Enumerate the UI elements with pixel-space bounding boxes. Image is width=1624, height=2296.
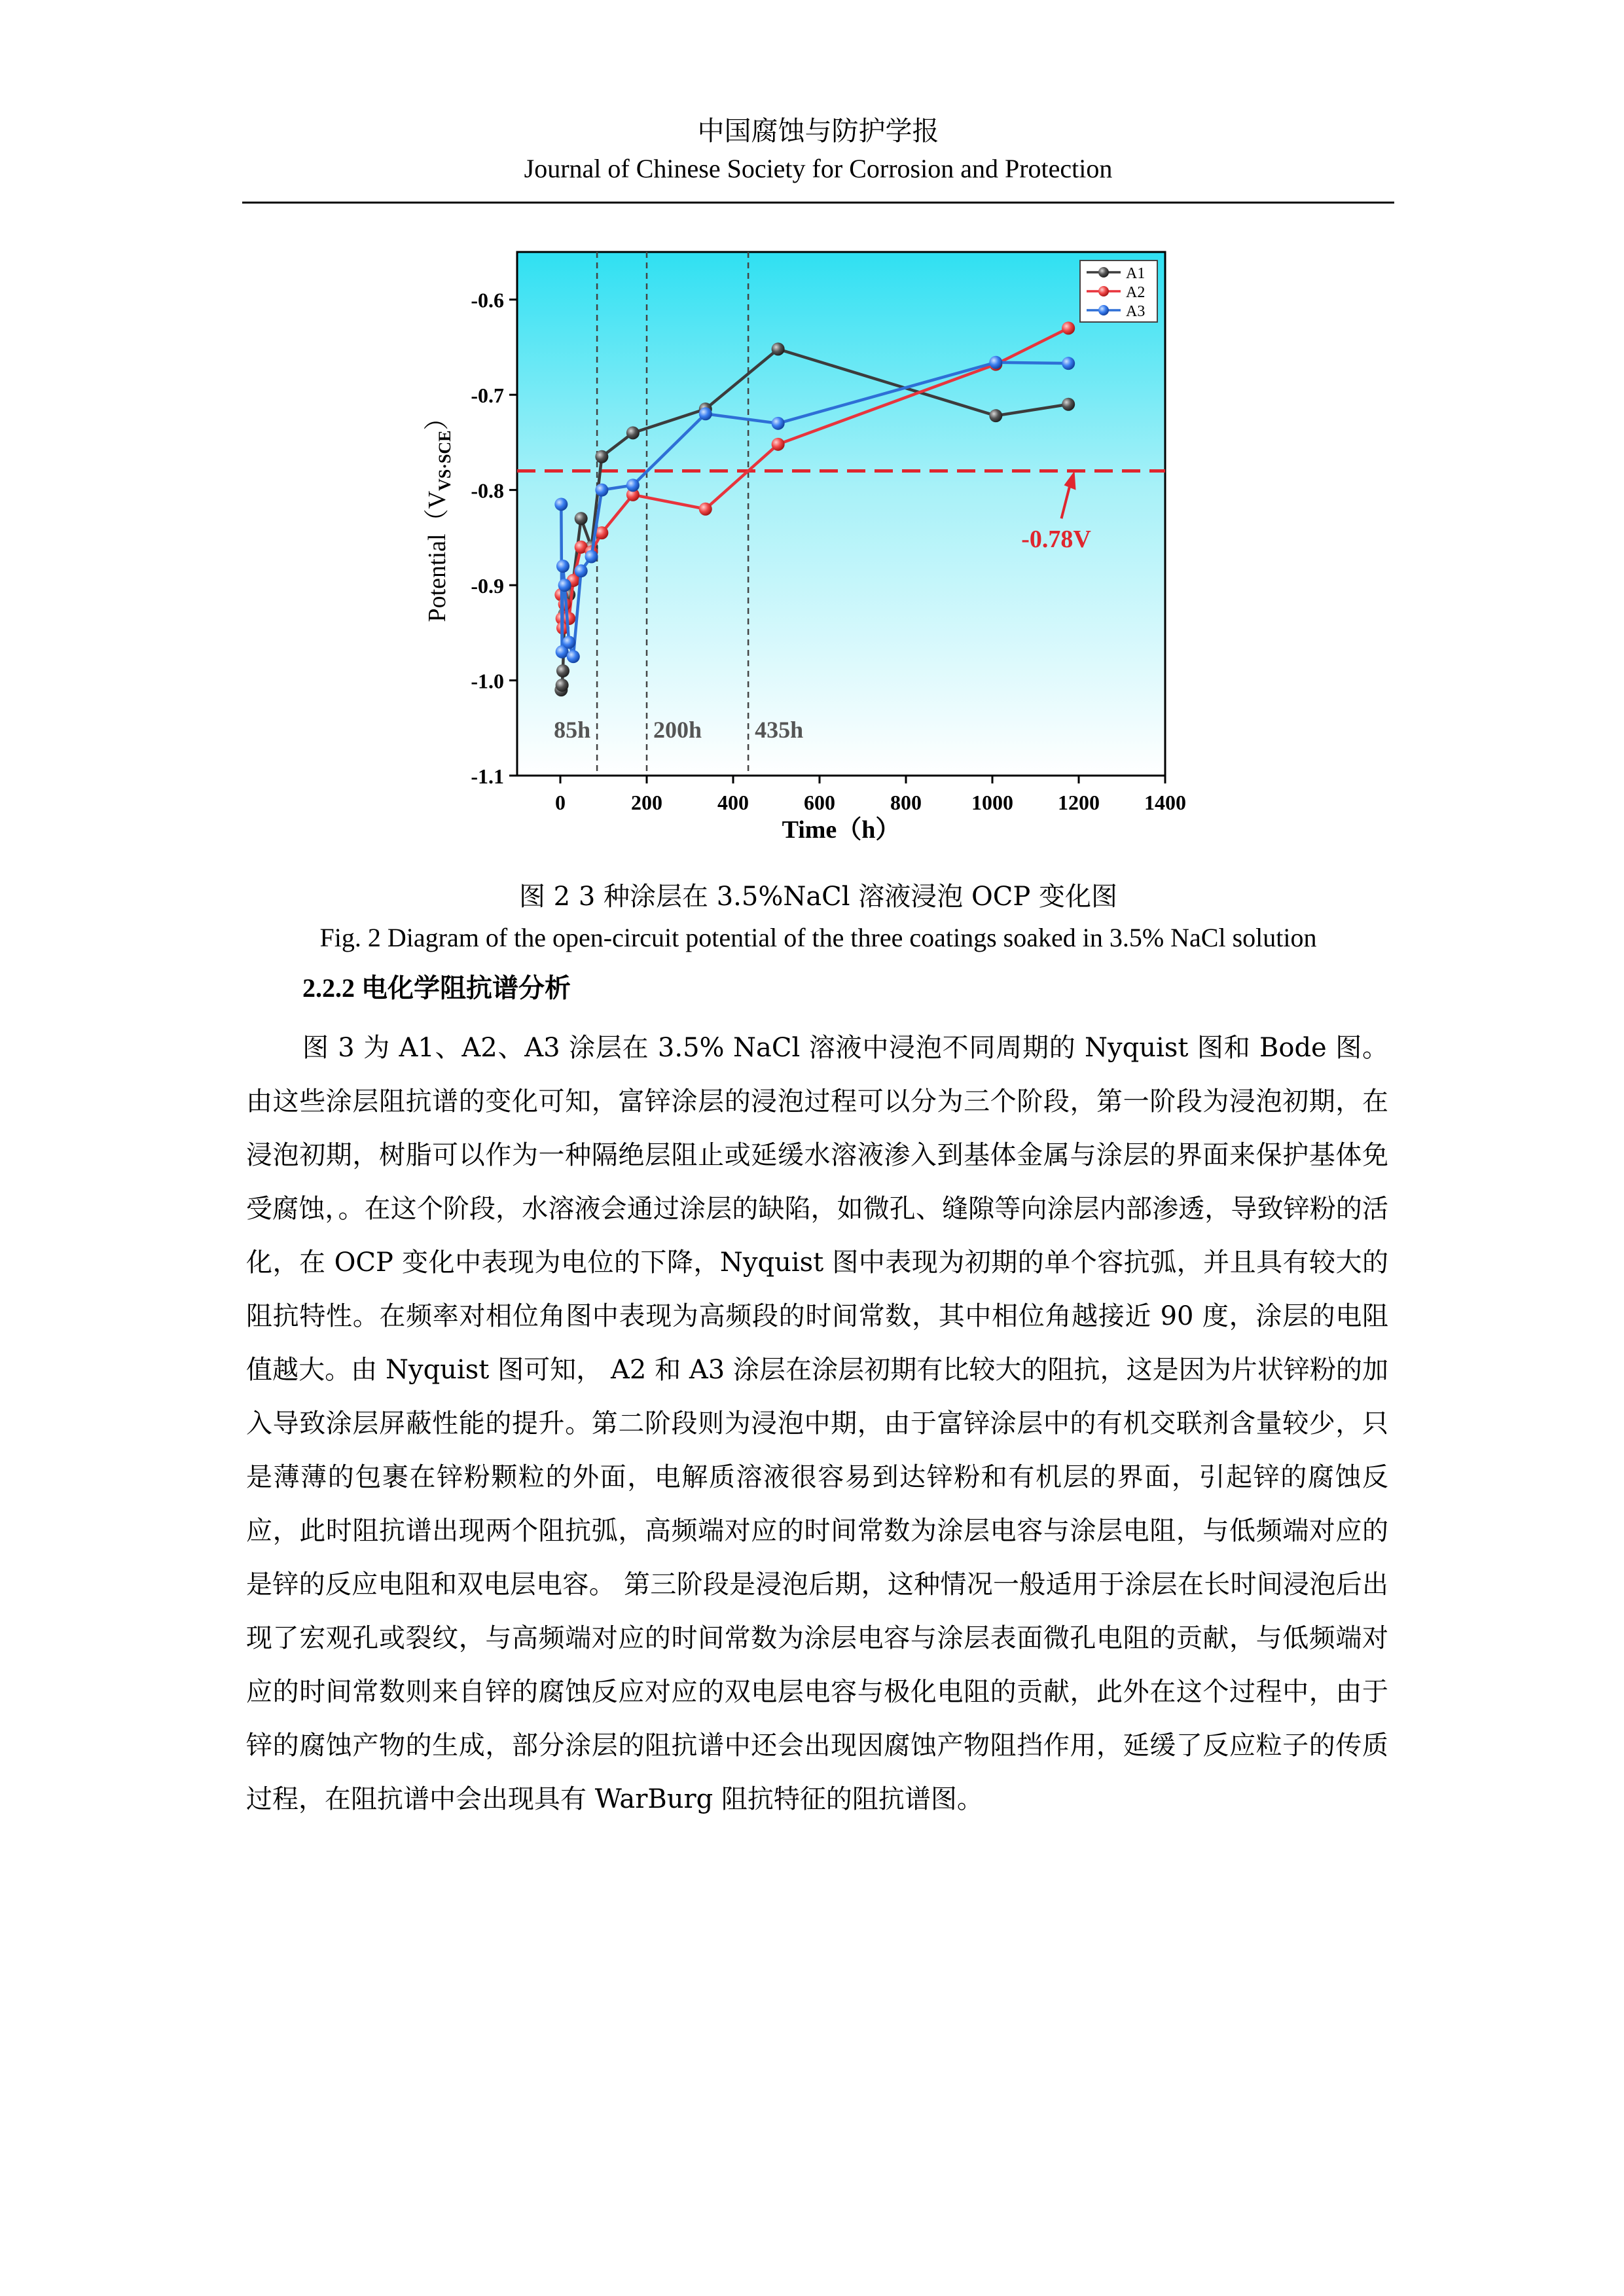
- data-point-A1: [575, 512, 588, 525]
- data-point-A3: [562, 636, 575, 649]
- data-point-A1: [989, 409, 1002, 422]
- legend-marker: [1098, 286, 1109, 296]
- data-point-A3: [558, 579, 571, 592]
- data-point-A3: [556, 560, 569, 573]
- data-point-A1: [772, 342, 785, 355]
- legend-marker: [1098, 305, 1109, 315]
- figure-caption-cn: 图 2 3 种涂层在 3.5%NaCl 溶液浸泡 OCP 变化图: [518, 882, 1118, 912]
- data-point-A1: [1062, 398, 1075, 411]
- body-text: [246, 1021, 1388, 1826]
- legend-label: A2: [1126, 284, 1146, 301]
- data-point-A3: [567, 650, 580, 663]
- data-point-A2: [699, 503, 712, 516]
- x-tick-label: 1400: [1144, 791, 1186, 814]
- legend-label: A1: [1126, 265, 1146, 282]
- section-heading: 2.2.2 电化学阻抗谱分析: [302, 973, 571, 1003]
- data-point-A2: [1062, 321, 1075, 334]
- data-point-A3: [1062, 357, 1075, 370]
- body-paragraph: 图 3 为 A1、A2、A3 涂层在 3.5% NaCl 溶液中浸泡不同周期的 Nyquist 图和 Bode 图。由这些涂层阻抗谱的变化可知，富锌涂层的浸泡过程可以分为三个阶段，第一阶段为浸泡初期，在浸泡初期，树脂可以作为一种隔绝层阻止或延缓水溶液渗入到基体金属与涂层的界面来保护基体免受腐蚀，。在这个阶段，水溶液会通过涂层的缺陷，如微孔、缝隙等向涂层内部渗透，导致锌粉的活化，在 OCP 变化中表现为电位的下降，Nyquist 图中表现为初期的单个容抗弧，并且具有较大的阻抗特性。在频率对相位角图中表现为高频段的时间常数，其中相位角越接近 90 度，涂层的电阻值越大。由 Nyquist 图可知， A2 和 A3 涂层在涂层初期有比较大的阻抗，这是因为片状锌粉的加入导致涂层屏蔽性能的提升。第二阶段则为浸泡中期，由于富锌涂层中的有机交联剂含量较少，只是薄薄的包裹在锌粉颗粒的外面，电解质溶液很容易到达锌粉和有机层的界面，引起锌的腐蚀反应，此时阻抗谱出现两个阻抗弧，高频端对应的时间常数为涂层电容与涂层电阻，与低频端对应的是锌的反应电阻和双电层电容。 第三阶段是浸泡后期，这种情况一般适用于涂层在长时间浸泡后出现了宏观孔或裂纹，与高频端对应的时间常数为涂层电容与涂层表面微孔电阻的贡献，与低频端对应的时间常数则来自锌的腐蚀反应对应的双电层电容与极化电阻的贡献，此外在这个过程中，由于锌的腐蚀产物的生成，部分涂层的阻抗谱中还会出现因腐蚀产物阻挡作用，延缓了反应粒子的传质过程，在阻抗谱中会出现具有 WarBurg 阻抗特征的阻抗谱图。: [246, 1033, 1388, 1814]
- x-tick-label: 800: [890, 791, 922, 814]
- figure-caption-en: Fig. 2 Diagram of the open-circuit potential of the three coatings soaked in 3.5% NaCl solution: [319, 923, 1317, 952]
- journal-header: [242, 111, 1394, 187]
- legend-label: A3: [1126, 303, 1146, 320]
- data-point-A3: [595, 484, 608, 497]
- y-tick-label: -0.6: [471, 288, 504, 312]
- y-tick-label: -0.7: [471, 384, 504, 408]
- y-tick-label: -1.0: [471, 669, 504, 693]
- y-axis-label: $Potential(V_{VS\cdot SCE})$: [424, 405, 454, 622]
- data-point-A3: [626, 478, 640, 492]
- journal-title-cn: 中国腐蚀与防护学报: [697, 115, 939, 147]
- data-point-A3: [989, 356, 1002, 369]
- y-tick-label: -0.8: [471, 478, 504, 503]
- x-tick-label: 600: [804, 791, 835, 814]
- y-tick-label: -0.9: [471, 574, 504, 598]
- hline-label: -0.78V: [1021, 525, 1091, 553]
- vline-label: 200h: [653, 716, 702, 743]
- x-tick-label: 0: [555, 791, 566, 814]
- y-tick-label: -1.1: [471, 764, 504, 788]
- x-tick-label: 1200: [1058, 791, 1100, 814]
- header-rule: [242, 202, 1394, 204]
- data-point-A3: [585, 550, 598, 563]
- data-point-A1: [556, 664, 569, 677]
- x-tick-label: 1000: [971, 791, 1013, 814]
- data-point-A1: [626, 426, 640, 439]
- data-point-A1: [556, 679, 569, 692]
- x-tick-label: 400: [717, 791, 749, 814]
- vline-label: 435h: [755, 716, 804, 743]
- data-point-A3: [699, 407, 712, 420]
- data-point-A1: [595, 450, 608, 463]
- x-axis-label: Time（h）: [782, 816, 901, 844]
- data-point-A3: [575, 564, 588, 577]
- x-tick-label: 200: [631, 791, 662, 814]
- data-point-A3: [554, 497, 568, 511]
- vline-label: 85h: [554, 716, 591, 743]
- journal-title-en: Journal of Chinese Society for Corrosion and Protection: [524, 154, 1113, 183]
- data-point-A3: [772, 417, 785, 430]
- ocp-chart: [419, 236, 1204, 864]
- data-point-A2: [772, 438, 785, 451]
- legend-marker: [1098, 267, 1109, 278]
- legend: [1080, 260, 1157, 322]
